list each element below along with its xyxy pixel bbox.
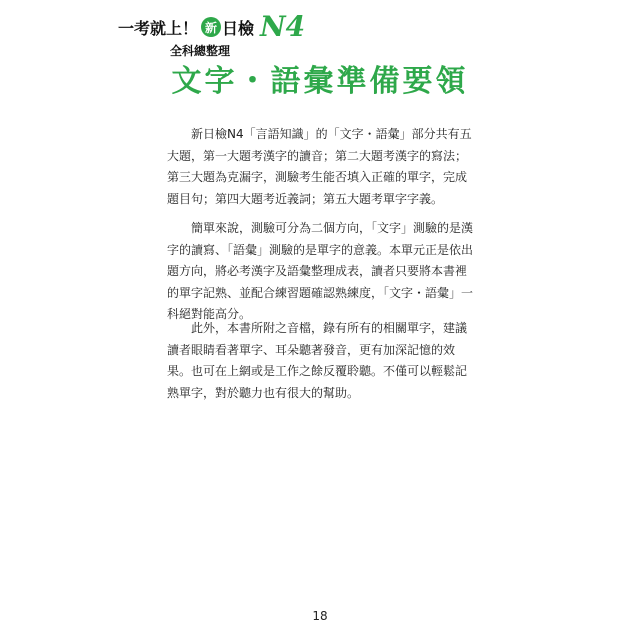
page-number: 18 [312, 609, 328, 623]
paragraph-2: 簡單來說，測驗可分為二個方向，「文字」測驗的是漢字的讀寫、「語彙」測驗的是單字的意義。本單元正是依出題方向，將必考漢字及語彙整理成表，讀者只要將本書裡的單字記熟、並配合練習題確認熟練度，「文字・語彙」一科絕對能高分。 [167, 221, 474, 321]
logo-subtitle: 全科總整理 [170, 44, 231, 58]
series-logo [118, 10, 306, 64]
logo-level: N4 [260, 10, 306, 43]
logo-main-text: 一考就上！ [118, 18, 199, 38]
paragraph-3: 此外，本書所附之音檔，錄有所有的相關單字，建議讀者眼睛看著單字、耳朵聽著發音，更有加深記憶的效果。也可在上網或是工作之餘反覆聆聽。不僅可以輕鬆記熟單字，對於聽力也有很大的幫助。 [167, 321, 468, 400]
new-badge-icon: 新 [201, 17, 221, 37]
paragraph-1: 新日檢N4「言語知識」的「文字・語彙」部分共有五大題，第一大題考漢字的讀音；第二大題考漢字的寫法；第三大題為克漏字，測驗考生能否填入正確的單字，完成題目句；第四大題考近義詞；第五大題考單字字義。 [167, 127, 472, 206]
logo-title-line [118, 14, 254, 40]
page-title: 文字・語彙準備要領 [171, 64, 469, 99]
logo-after-badge-text: 日檢 [222, 18, 255, 38]
